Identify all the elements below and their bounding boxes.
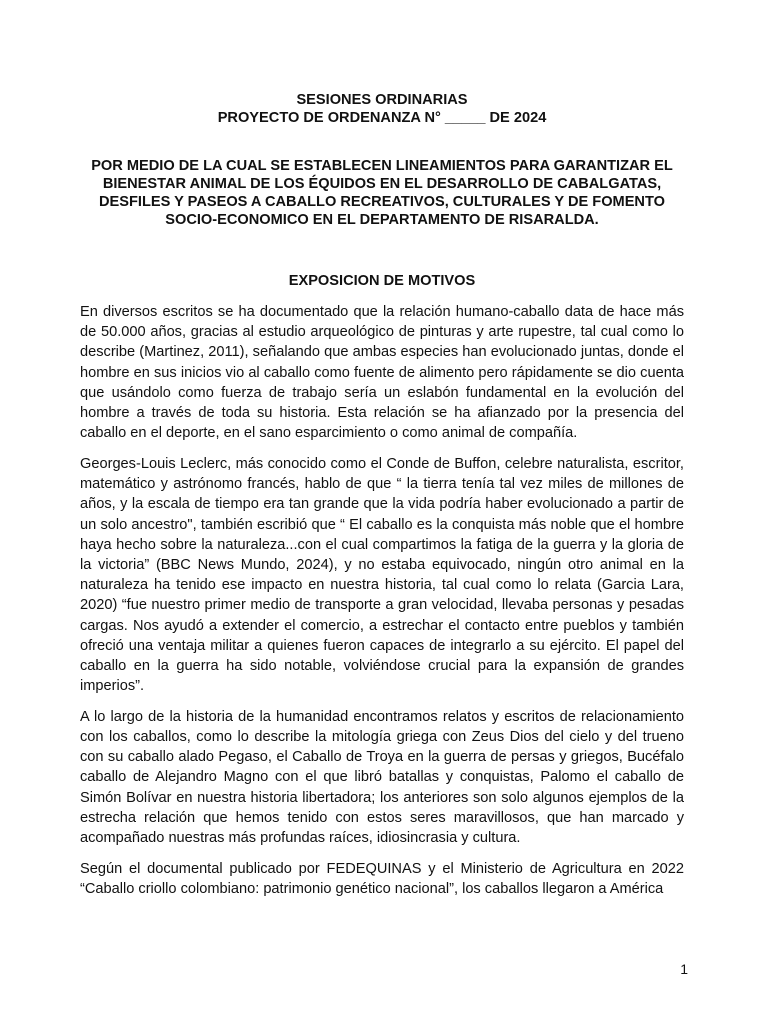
document-body xyxy=(80,302,684,910)
body-paragraph: En diversos escritos se ha documentado que la relación humano-caballo data de hace más de 50.000 años, gracias al estudio arqueológico de pinturas y arte rupestre, tal cual como lo describe (Martinez, 2011), señalando que ambas especies han evolucionado juntas, donde el hombre en sus inicios vio al caballo como fuente de alimento pero rápidamente se dio cuenta que usándolo como fuerza de trabajo sería un eslabón fundamental en la evolución del hombre a través de toda su historia. Esta relación se ha afianzado por la presencia del caballo en el deporte, en el sano esparcimiento o como animal de compañía. xyxy=(80,304,684,442)
body-paragraph: A lo largo de la historia de la humanidad encontramos relatos y escritos de relacionamiento con los caballos, como lo describe la mitología griega con Zeus Dios del cielo y del trueno con su caballo alado Pegaso, el Caballo de Troya en la guerra de persas y griegos, Bucéfalo caballo de Alejandro Magno con el que libró batallas y conquistas, Palomo el caballo de Simón Bolívar en nuestra historia libertadora; los anteriores son solo algunos ejemplos de la estrecha relación que hemos tenido con estos seres maravillosos, que han marcado y acompañado nuestras más profundas raíces, idiosincrasia y cultura. xyxy=(80,708,684,847)
section-heading: EXPOSICION DE MOTIVOS xyxy=(288,273,476,289)
document-title-block xyxy=(80,91,684,127)
body-paragraph: Según el documental publicado por FEDEQUINAS y el Ministerio de Agricultura en 2022 “Caballo criollo colombiano: patrimonio genético nacional”, los caballos llegaron a América xyxy=(80,860,684,897)
ordinance-title: PROYECTO DE ORDENANZA N° _____ DE 2024 xyxy=(217,110,547,126)
page-number: 1 xyxy=(680,961,688,977)
body-paragraph: Georges-Louis Leclerc, más conocido como el Conde de Buffon, celebre naturalista, escritor, matemático y astrónomo francés, hablo de que “ la tierra tenía tal vez miles de millones de años, y la escala de tiempo era tan grande que la vida podría haber evolucionado a partir de un solo ancestro", también escribió que “ El caballo es la conquista más noble que el hombre haya hecho sobre la naturaleza...con el cual compartimos la fatiga de la guerra y la gloria de la victoria” (BBC News Mundo, 2024), y no estaba equivocado, ningún otro animal en la naturaleza ha tenido ese impacto en nuestra historia, tal cual como lo relata (Garcia Lara, 2020) “fue nuestro primer medio de transporte a gran velocidad, llevaba personas y pesadas cargas. Nos ayudó a extender el comercio, a estrechar el contacto entre pueblos y también ofreció una ventaja militar a quienes fueron capaces de integrarlo a su ejército. El papel del caballo en la guerra ha sido notable, volviéndose crucial para la expansión de grandes imperios”. xyxy=(80,455,684,695)
session-title: SESIONES ORDINARIAS xyxy=(296,92,468,108)
ordinance-purpose-title: POR MEDIO DE LA CUAL SE ESTABLECEN LINEAMIENTOS PARA GARANTIZAR EL BIENESTAR ANIMAL DE LOS ÉQUIDOS EN EL DESARROLLO DE CABALGATAS, DESFILES Y PASEOS A CABALLO RECREATIVOS, CULTURALES Y DE FOMENTO SOCIO-ECONOMICO EN EL DEPARTAMENTO DE RISARALDA. xyxy=(91,158,673,228)
